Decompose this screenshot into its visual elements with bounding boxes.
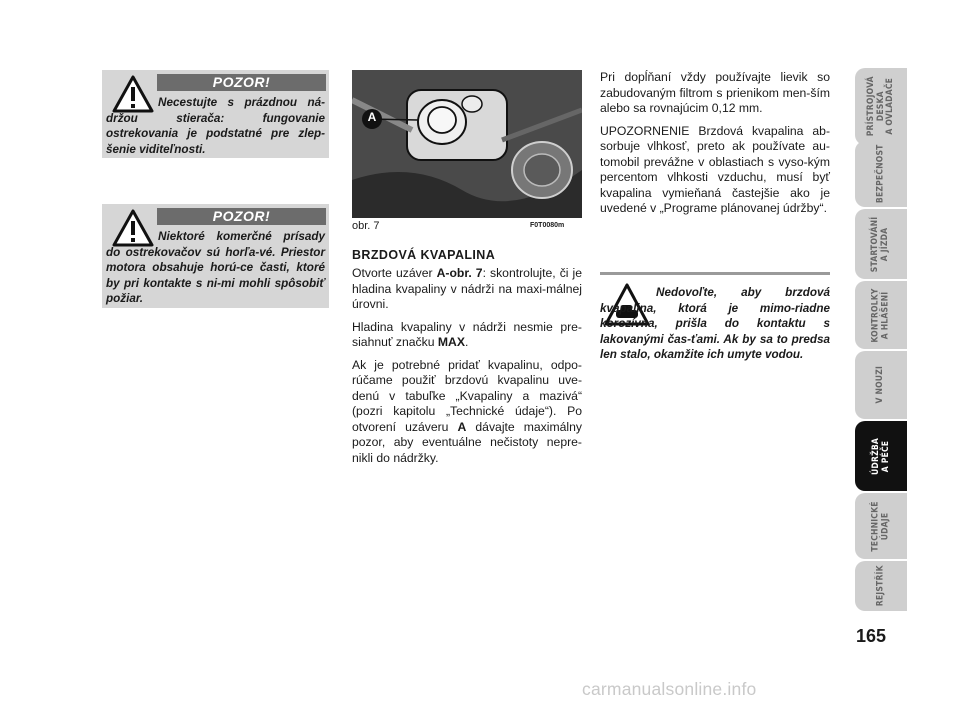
tab-bezpecnost[interactable]: BEZPEČNOST [855, 141, 907, 207]
brake-fluid-instructions [352, 266, 582, 473]
tab-rejstrik[interactable]: REJSTŘÍK [855, 561, 907, 611]
warning-box-2 [102, 204, 329, 308]
watermark: carmanualsonline.info [582, 679, 757, 699]
warning-box-1 [102, 70, 329, 158]
warning-text: Niektoré komerčné prísady do ostrekovačov sú horľa-vé. Priestor motora obsahuje horú-ce časti, ktoré by pri kontakte s ni-mi mohli spôsobiť požiar. [106, 230, 325, 305]
paragraph: Ak je potrebné pridať kvapalinu, odpo-rúčame použiť brzdovú kvapalinu uve-denú v tabuľke „Kvapaliny a mazivá“ (pozri kapitolu „Technické údaje“). Po otvorení uzáveru A dávajte maximálny pozor, aby eventuálne nečistoty nepre-nikli do nádržky. [352, 357, 582, 465]
tab-v-nouzi[interactable]: V NOUZI [855, 351, 907, 419]
callout-label: A [367, 110, 377, 124]
paragraph: Pri dopĺňaní vždy používajte lievik so zabudovaným filtrom s prienikom men-ším alebo sa rovnajúcim 0,12 mm. [600, 70, 830, 115]
tab-kontrolky[interactable]: KONTROLKY A HLÁŠENÍ [855, 281, 907, 349]
page-number: 165 [856, 626, 887, 646]
warning-heading: POZOR! [157, 208, 326, 225]
warning-heading: POZOR! [157, 74, 326, 91]
tab-pristrojova-deska[interactable]: PRÍSTROJOVÁ DESKA A OVLADAČE [855, 68, 907, 145]
paragraph: Otvorte uzáver A-obr. 7: skontrolujte, či je hladina kvapaliny v nádrži na maxi-málnej úrovni. [352, 266, 582, 311]
tab-startovani[interactable]: STARTOVÁNÍ A JÍZDA [855, 209, 907, 279]
paragraph: UPOZORNENIE Brzdová kvapalina ab-sorbuje vlhkosť, preto ak používate au-tomobil prevážne v oblastiach s vyso-kým percentom vlhkosti vzduchu, musí byť kvapalina vymieňaná častejšie ako je uvedené v „Programe plánovanej údržby“. [600, 123, 830, 215]
corrosion-note: Nedovoľte, aby brzdová kvapalina, ktorá je mimo-riadne korozívna, prišla do kontaktu s lakovanými čas-ťami. Ak by sa to predsa len stalo, okamžite ich umyte vodou. [600, 286, 830, 361]
brake-fluid-reservoir-illustration [352, 70, 582, 218]
right-column-text [600, 70, 830, 224]
divider [600, 272, 830, 275]
figure-code: F0T0080m [530, 222, 565, 229]
tab-udrzba[interactable]: ÚDRŽBA A PÉČE [855, 421, 907, 491]
section-title: BRZDOVÁ KVAPALINA [352, 248, 496, 262]
warning-text: Necestujte s prázdnou ná-držou stierača: fungovanie ostrekovania je podstatné pre zlep-šenie viditeľnosti. [106, 96, 325, 156]
engine-bay-photo [352, 70, 582, 218]
figure-caption: obr. 7 [352, 220, 380, 232]
paragraph: Hladina kvapaliny v nádrži nesmie pre-siahnuť značku MAX. [352, 319, 582, 349]
tab-technicke-udaje[interactable]: TECHNICKÉ ÚDAJE [855, 493, 907, 559]
